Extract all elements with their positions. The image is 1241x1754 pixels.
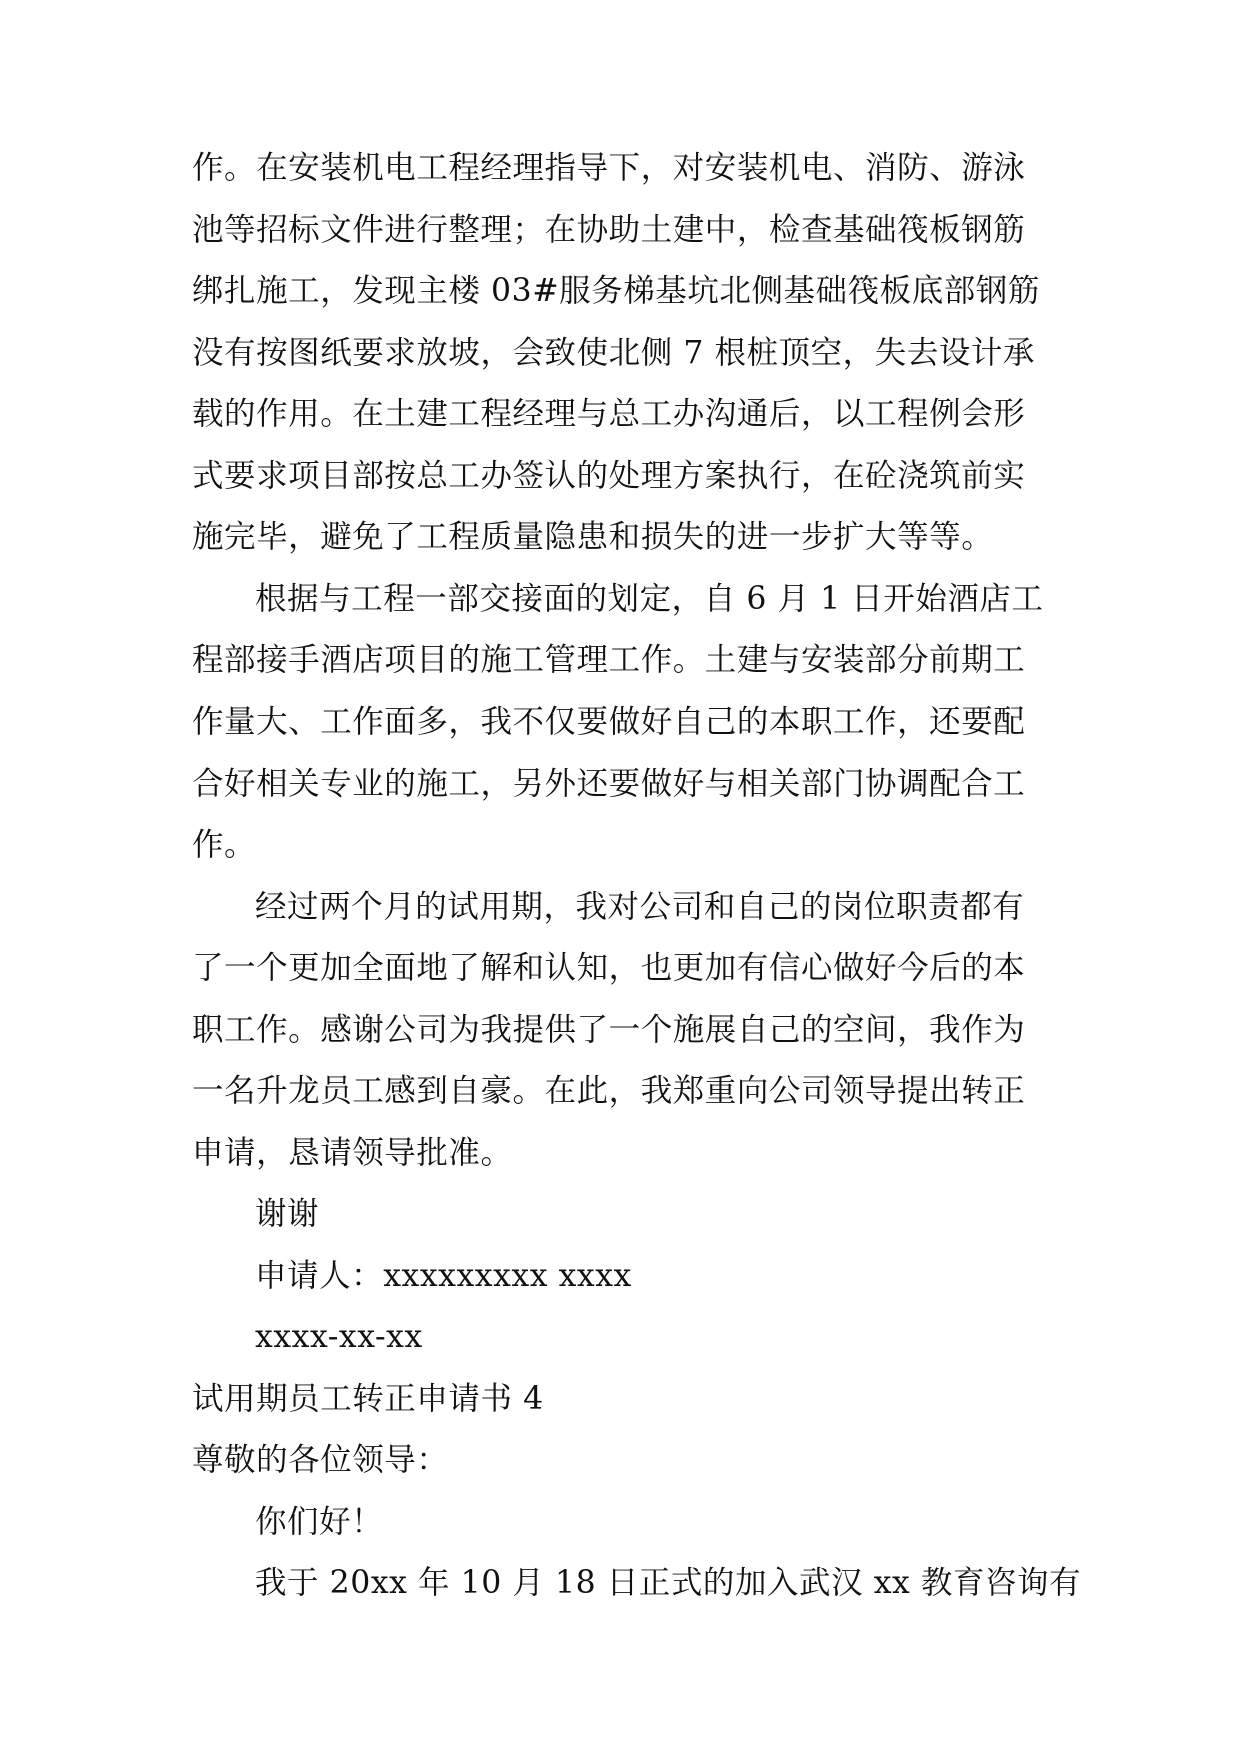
salutation: 尊敬的各位领导：: [192, 1442, 449, 1478]
body-text-line: 作。在安装机电工程经理指导下，对安装机电、消防、游泳: [192, 150, 1026, 186]
body-text-line: 程部接手酒店项目的施工管理工作。土建与安装部分前期工: [192, 642, 1026, 678]
body-text-line: 式要求项目部按总工办签认的处理方案执行，在砼浇筑前实: [192, 458, 1026, 494]
body-text-line: 作。: [192, 827, 257, 863]
signature-date: xxxx-xx-xx: [255, 1319, 423, 1355]
body-text-line: 没有按图纸要求放坡，会致使北侧 7 根桩顶空，失去设计承: [192, 335, 1035, 371]
closing-thanks: 谢谢: [255, 1196, 320, 1232]
body-text-line: 申请，恳请领导批准。: [192, 1135, 513, 1171]
greeting: 你们好！: [255, 1504, 384, 1540]
body-text-line: 施完毕，避免了工程质量隐患和损失的进一步扩大等等。: [192, 519, 994, 555]
paragraph-first-line: 根据与工程一部交接面的划定，自 6 月 1 日开始酒店工: [255, 581, 1044, 617]
body-text-line: 了一个更加全面地了解和认知，也更加有信心做好今后的本: [192, 950, 1026, 986]
section-title: 试用期员工转正申请书 4: [192, 1381, 544, 1417]
body-text-line: 合好相关专业的施工，另外还要做好与相关部门协调配合工: [192, 766, 1026, 802]
paragraph-first-line: 我于 20xx 年 10 月 18 日正式的加入武汉 xx 教育咨询有: [255, 1565, 1082, 1601]
applicant-signature: 申请人：xxxxxxxxx xxxx: [255, 1258, 632, 1294]
paragraph-first-line: 经过两个月的试用期，我对公司和自己的岗位职责都有: [255, 889, 1025, 925]
body-text-line: 绑扎施工，发现主楼 03#服务梯基坑北侧基础筏板底部钢筋: [192, 273, 1040, 309]
body-text-line: 载的作用。在土建工程经理与总工办沟通后，以工程例会形: [192, 396, 1026, 432]
body-text-line: 池等招标文件进行整理；在协助土建中，检查基础筏板钢筋: [192, 212, 1026, 248]
body-text-line: 作量大、工作面多，我不仅要做好自己的本职工作，还要配: [192, 704, 1026, 740]
body-text-line: 职工作。感谢公司为我提供了一个施展自己的空间，我作为: [192, 1012, 1026, 1048]
body-text-line: 一名升龙员工感到自豪。在此，我郑重向公司领导提出转正: [192, 1073, 1026, 1109]
